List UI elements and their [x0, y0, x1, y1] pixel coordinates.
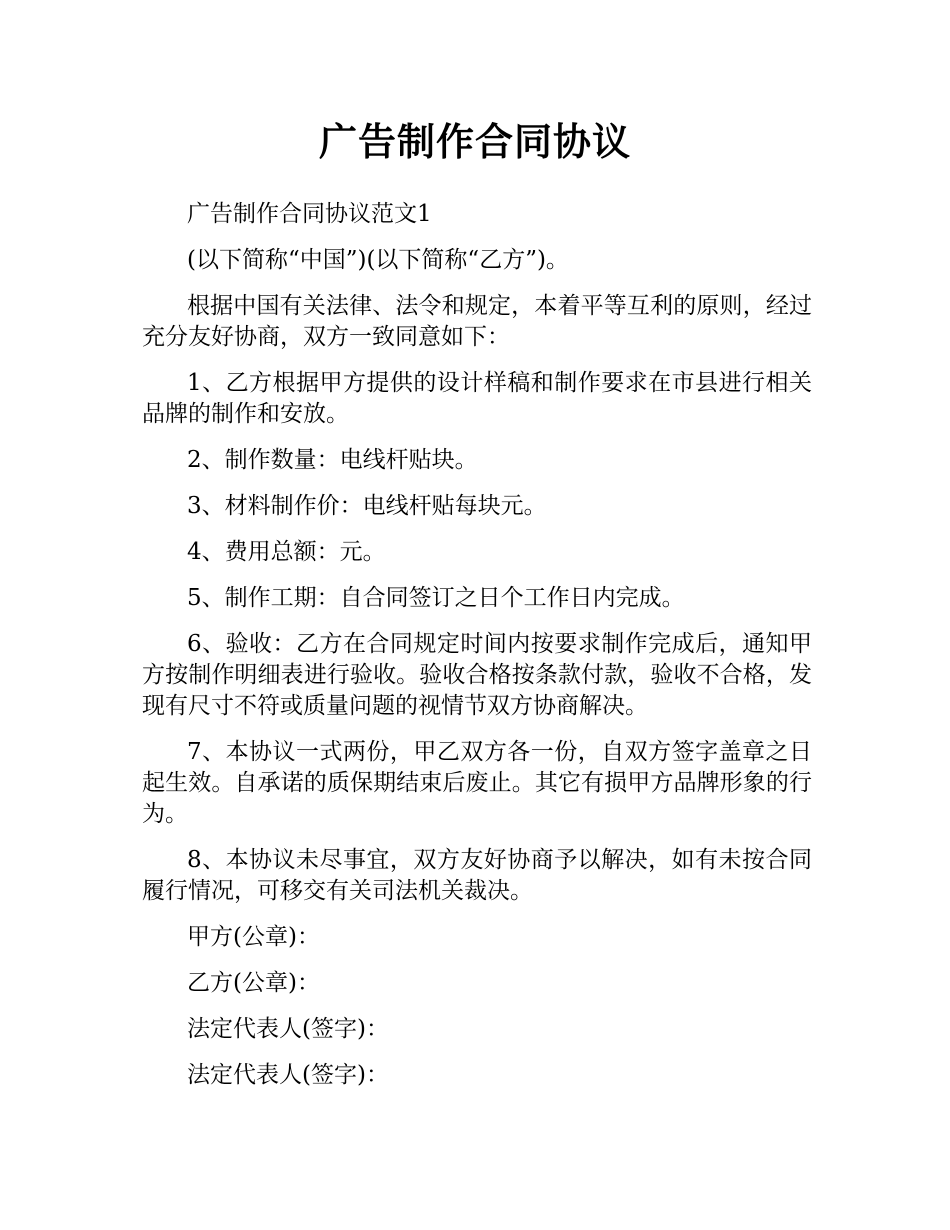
clause-7-validity: 7、本协议一式两份，甲乙双方各一份，自双方签字盖章之日起生效。自承诺的质保期结束后废止。其它有损甲方品牌形象的行为。 [142, 739, 812, 827]
signature-legal-rep-a: 法定代表人(签字)： [187, 1016, 389, 1042]
signature-legal-rep-b: 法定代表人(签字)： [187, 1062, 389, 1088]
signature-party-a-seal: 甲方(公章)： [187, 924, 320, 950]
paragraph-template-heading: 广告制作合同协议范文1 [187, 201, 432, 227]
signature-party-b-seal: 乙方(公章)： [187, 970, 320, 996]
document-body [142, 199, 812, 1106]
clause-3-unit-price: 3、材料制作价：电线杆贴每块元。 [187, 493, 547, 519]
clause-4-total-cost: 4、费用总额：元。 [187, 539, 386, 565]
clause-6-acceptance: 6、验收：乙方在合同规定时间内按要求制作完成后，通知甲方按制作明细表进行验收。验收合格按条款付款，验收不合格，发现有尺寸不符或质量问题的视情节双方协商解决。 [142, 631, 812, 719]
paragraph-preamble: 根据中国有关法律、法令和规定，本着平等互利的原则，经过充分友好协商，双方一致同意如下： [142, 293, 812, 350]
paragraph-party-abbreviations: (以下简称“中国”)(以下简称“乙方”)。 [187, 247, 569, 273]
clause-1-production-scope: 1、乙方根据甲方提供的设计样稿和制作要求在市县进行相关品牌的制作和安放。 [142, 370, 812, 427]
clause-8-disputes: 8、本协议未尽事宜，双方友好协商予以解决，如有未按合同履行情况，可移交有关司法机关裁决。 [142, 847, 812, 904]
clause-2-quantity: 2、制作数量：电线杆贴块。 [187, 447, 478, 473]
document-title: 广告制作合同协议 [318, 120, 631, 164]
clause-5-schedule: 5、制作工期：自合同签订之日个工作日内完成。 [187, 585, 685, 611]
